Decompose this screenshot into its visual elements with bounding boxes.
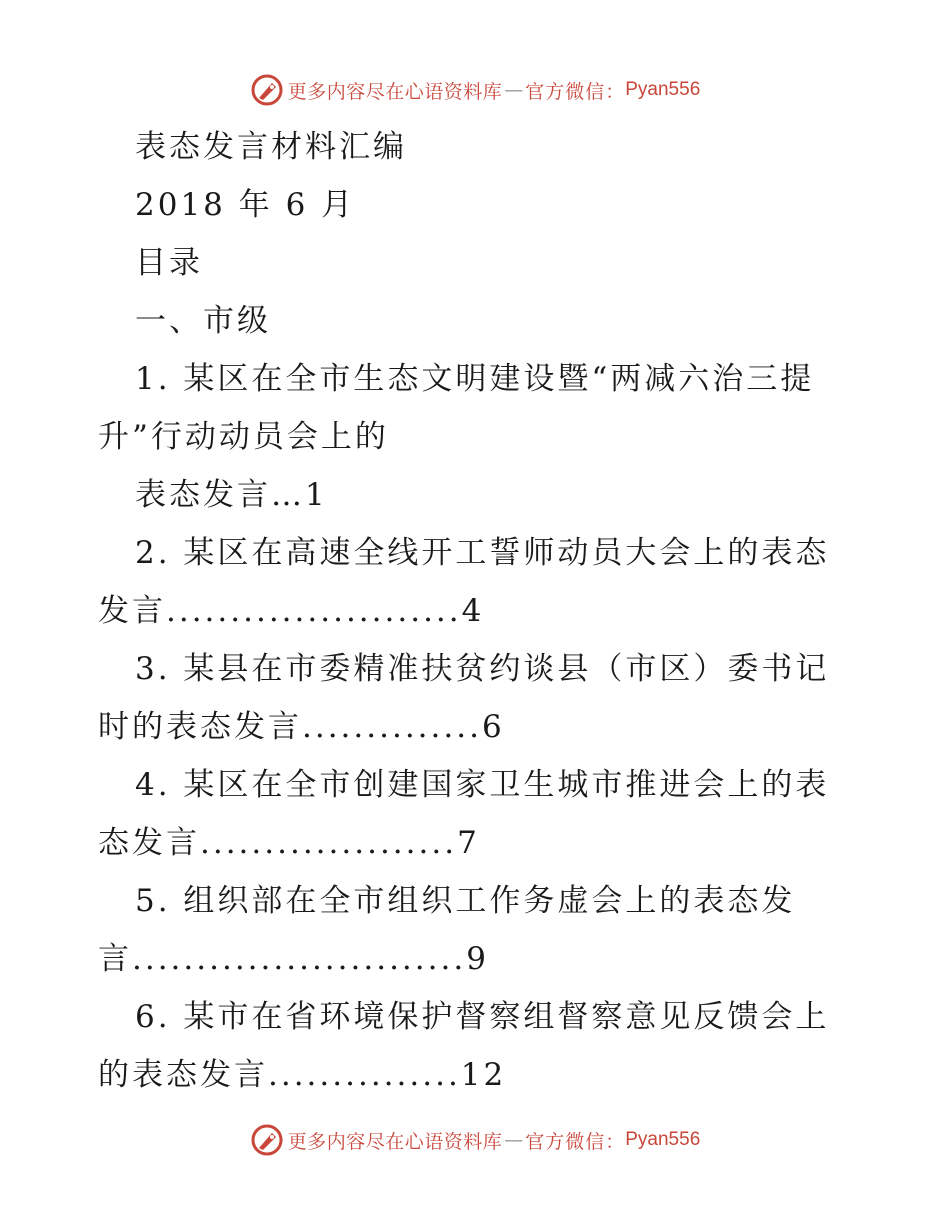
toc-entry-line: 发言.......................4	[98, 593, 485, 629]
banner-dash: —	[504, 79, 524, 101]
document-title: 表态发言材料汇编	[135, 129, 407, 165]
toc-entry[interactable]	[98, 756, 838, 872]
header-banner	[0, 70, 950, 110]
document-body	[98, 118, 838, 1104]
toc-entry[interactable]	[98, 872, 838, 988]
footer-banner	[0, 1120, 950, 1160]
banner-wechat-label: 官方微信：	[525, 80, 626, 103]
toc-entry-line: 言..........................9	[98, 941, 489, 977]
toc-entry-line: 4. 某区在全市创建国家卫生城市推进会上的表	[135, 767, 830, 803]
toc-entry-line: 5. 组织部在全市组织工作务虚会上的表态发	[135, 883, 796, 919]
banner-tagline: 更多内容尽在心语资料库	[287, 80, 503, 103]
toc-entry-line: 表态发言…1	[135, 477, 328, 513]
toc-entry[interactable]	[98, 524, 838, 640]
banner-dash: —	[504, 1129, 524, 1151]
toc-entry-line: 升”行动动员会上的	[98, 419, 389, 455]
toc-entry-line: 6. 某市在省环境保护督察组督察意见反馈会上	[135, 999, 830, 1035]
toc-entry[interactable]	[98, 350, 838, 524]
document-date: 2018 年 6 月	[135, 187, 356, 223]
banner-wechat-label: 官方微信：	[525, 1130, 626, 1153]
toc-entry-line: 时的表态发言..............6	[98, 709, 505, 745]
pen-nib-logo-icon	[250, 1123, 284, 1157]
toc-entry-line: 2. 某区在高速全线开工誓师动员大会上的表态	[135, 535, 830, 571]
banner-tagline: 更多内容尽在心语资料库	[287, 1130, 503, 1153]
section-heading: 一、市级	[135, 303, 271, 339]
pen-nib-logo-icon	[250, 73, 284, 107]
banner-wechat-id: Pyan556	[625, 1129, 701, 1150]
toc-entry-line: 1. 某区在全市生态文明建设暨“两减六治三提	[135, 361, 815, 397]
toc-entry-line: 态发言....................7	[98, 825, 480, 861]
toc-entry[interactable]	[98, 988, 838, 1104]
toc-entry-line: 的表态发言...............12	[98, 1057, 507, 1093]
toc-heading: 目录	[135, 245, 203, 281]
toc-entry-line: 3. 某县在市委精准扶贫约谈县（市区）委书记	[135, 651, 830, 687]
banner-wechat-id: Pyan556	[625, 79, 701, 100]
toc-entry[interactable]	[98, 640, 838, 756]
